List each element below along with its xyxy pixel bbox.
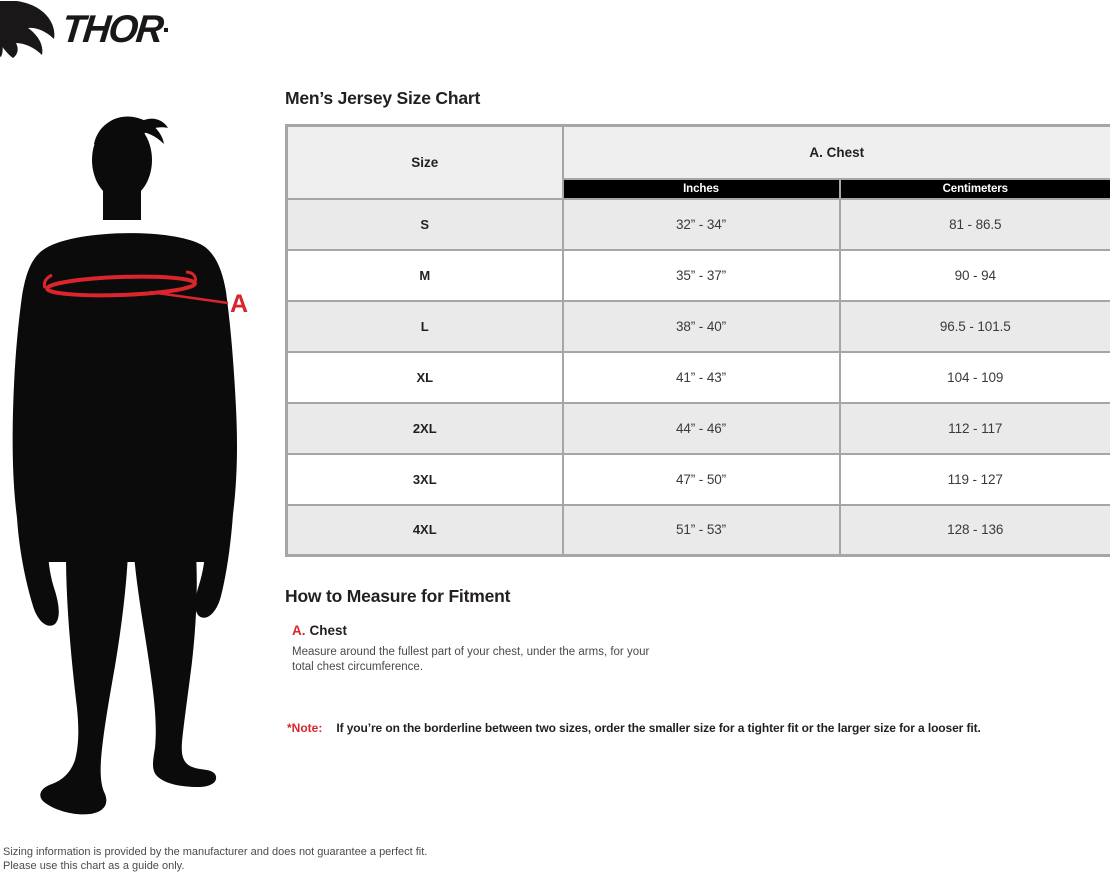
size-label: S [287,199,563,250]
size-label: 3XL [287,454,563,505]
table-row [287,301,1110,352]
goat-head-icon [0,1,62,59]
size-label: L [287,301,563,352]
measure-key: A. [292,623,306,638]
column-subheader-centimeters: Centimeters [840,179,1110,199]
sizing-note [287,721,981,735]
size-label: XL [287,352,563,403]
brand-logo [0,2,168,58]
centimeters-value: 112 - 117 [840,403,1110,454]
note-label: *Note: [287,721,323,735]
measure-heading: How to Measure for Fitment [285,586,511,606]
table-row [287,403,1110,454]
brand-logo-text: THOR [59,8,164,52]
footer-line-1: Sizing information is provided by the manufacturer and does not guarantee a perfect fit. [3,846,428,858]
centimeters-value: 128 - 136 [840,505,1110,556]
measure-label: Chest [309,623,348,638]
column-subheader-inches: Inches [563,179,840,199]
inches-value: 32” - 34” [563,199,840,250]
table-row [287,199,1110,250]
figure-measure-label: A [230,290,249,318]
male-silhouette-figure [0,110,260,822]
inches-value: 47” - 50” [563,454,840,505]
inches-value: 44” - 46” [563,403,840,454]
centimeters-value: 81 - 86.5 [840,199,1110,250]
brand-logo-dot [164,28,168,32]
size-chart-table [285,124,1110,557]
footer-line-2: Please use this chart as a guide only. [3,860,185,872]
column-header-chest: A. Chest [563,126,1110,179]
table-row [287,250,1110,301]
inches-value: 51” - 53” [563,505,840,556]
size-label: 4XL [287,505,563,556]
centimeters-value: 119 - 127 [840,454,1110,505]
male-silhouette [13,116,237,814]
table-row [287,505,1110,556]
centimeters-value: 90 - 94 [840,250,1110,301]
centimeters-value: 96.5 - 101.5 [840,301,1110,352]
table-row [287,454,1110,505]
table-row [287,352,1110,403]
measure-item-chest [292,622,692,675]
centimeters-value: 104 - 109 [840,352,1110,403]
inches-value: 41” - 43” [563,352,840,403]
footer-disclaimer [3,845,427,873]
inches-value: 35” - 37” [563,250,840,301]
page-title: Men’s Jersey Size Chart [285,88,481,108]
size-label: M [287,250,563,301]
inches-value: 38” - 40” [563,301,840,352]
note-text: If you’re on the borderline between two sizes, order the smaller size for a tighter fit or the larger size for a looser fit. [336,721,981,735]
size-label: 2XL [287,403,563,454]
measure-description: Measure around the fullest part of your chest, under the arms, for your total chest circumference. [292,646,650,673]
column-header-size: Size [287,126,563,199]
